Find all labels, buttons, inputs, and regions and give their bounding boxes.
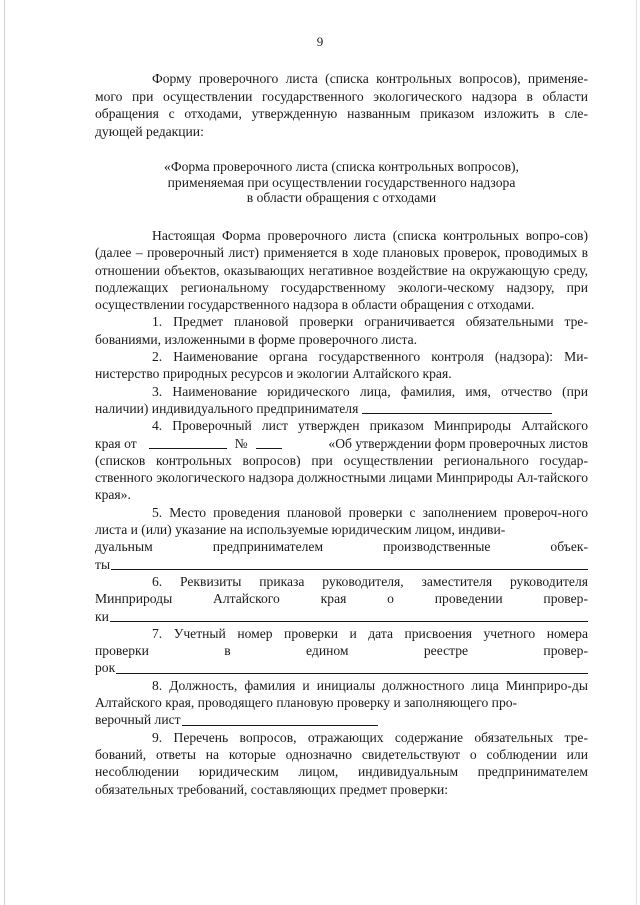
item-7-tail-line [95,659,588,676]
item-6-tail-line [95,608,588,625]
item-7 [95,625,588,677]
entrepreneur-name-field[interactable] [362,401,552,414]
heading-line: применяемая при осуществлении государственного надзора [167,174,516,190]
page-left-edge [4,0,5,905]
item-4-number-label: № [234,435,248,451]
item-3-label: наличии) индивидуального предпринимателя [95,400,359,416]
item-3-line-2 [95,400,588,417]
order-date-field[interactable] [149,436,227,449]
form-heading [95,159,588,206]
inspector-name-field[interactable] [182,713,378,726]
item-3-line-1: 3. Наименование юридического лица, фамилия, имя, отчество (при [152,383,588,399]
item-4-date-label: края от [95,435,137,451]
order-number-field[interactable] [256,436,282,449]
item-6 [95,573,588,625]
item-3 [95,383,588,418]
preamble-line: мого при осуществлении государственного экологического надзора в области [95,88,588,104]
item-5-spread-line: дуальным предпринимателем производственные объек- [95,539,588,555]
item-7-spread-line: проверки в едином реестре провер- [95,643,588,659]
registry-number-field[interactable] [116,661,588,674]
item-5-text: 5. Место проведения плановой проверки с заполнением провероч-ного листа и (или) указание на используемые юридическим лицом, индиви- [95,504,588,538]
item-8-tail: верочный лист [95,712,181,728]
item-8-tail-line [95,711,588,728]
item-2: 2. Наименование органа государственного контроля (надзора): Ми-нистерство природных ресурсов и экологии Алтайского края. [95,349,588,382]
item-6-line-1: 6. Реквизиты приказа руководителя, заместителя руководителя [152,573,588,589]
heading-line: в области обращения с отходами [246,190,437,205]
preamble-line: дующей редакции: [95,123,204,139]
item-4-line-2 [95,435,588,452]
inspection-order-field[interactable] [110,609,588,622]
item-4-line-1: 4. Проверочный лист утвержден приказом Минприроды Алтайского [152,418,588,434]
item-4-rest: (списков контрольных вопросов) при осуществлении регионального государ-ственного экологического надзора должностными лицами Минприроды Ал-тайского края». [95,452,588,503]
item-9: 9. Перечень вопросов, отражающих содержание обязательных тре-бований, ответы на которые однозначно свидетельствуют о соблюдении или несоблюдении юридическим лицом, индивидуальным предпринимателем обязательных требований, составляющих предмет проверки: [95,729,588,797]
page-right-edge [636,0,637,905]
intro-paragraph: Настоящая Форма проверочного листа (списка контрольных вопро-сов) (далее – проверочный лист) применяется в ходе плановых проверок, проводимых в отношении объектов, оказывающих негативное воздействие на окружающую среду, подлежащих региональному государственному экологи-ческому надзору, при осуществлении государственного надзора в области обращения с отходами. [95,228,588,313]
item-5 [95,504,588,573]
item-5-tail-line [95,556,588,573]
heading-line: «Форма проверочного листа (списка контрольных вопросов), [164,159,519,174]
preamble-line: Форму проверочного листа (списка контрольных вопросов), применяе- [152,71,588,86]
item-7-line-1: 7. Учетный номер проверки и дата присвоения учетного номера [152,625,588,641]
item-6-tail: ки [95,608,109,624]
item-7-tail: рок [95,660,116,676]
production-objects-field[interactable] [111,557,588,570]
item-6-spread-line: Минприроды Алтайского края о проведении провер- [95,591,588,607]
item-4 [95,417,588,503]
item-8 [95,677,588,729]
item-1: 1. Предмет плановой проверки ограничивается обязательными тре-бованиями, изложенными в форме проверочного листа. [95,314,588,347]
item-5-tail: ты [95,556,111,572]
form-body [95,227,588,798]
preamble [95,70,588,140]
preamble-line: обращения с отходами, утвержденную названным приказом изложить в сле- [95,106,588,121]
item-4-order-title: «Об утверждении форм проверочных листов [328,435,588,451]
page-number: 9 [316,34,324,49]
item-8-text: 8. Должность, фамилия и инициалы должностного лица Минприро-ды Алтайского края, проводящего плановую проверку и заполняющего про- [95,677,588,711]
